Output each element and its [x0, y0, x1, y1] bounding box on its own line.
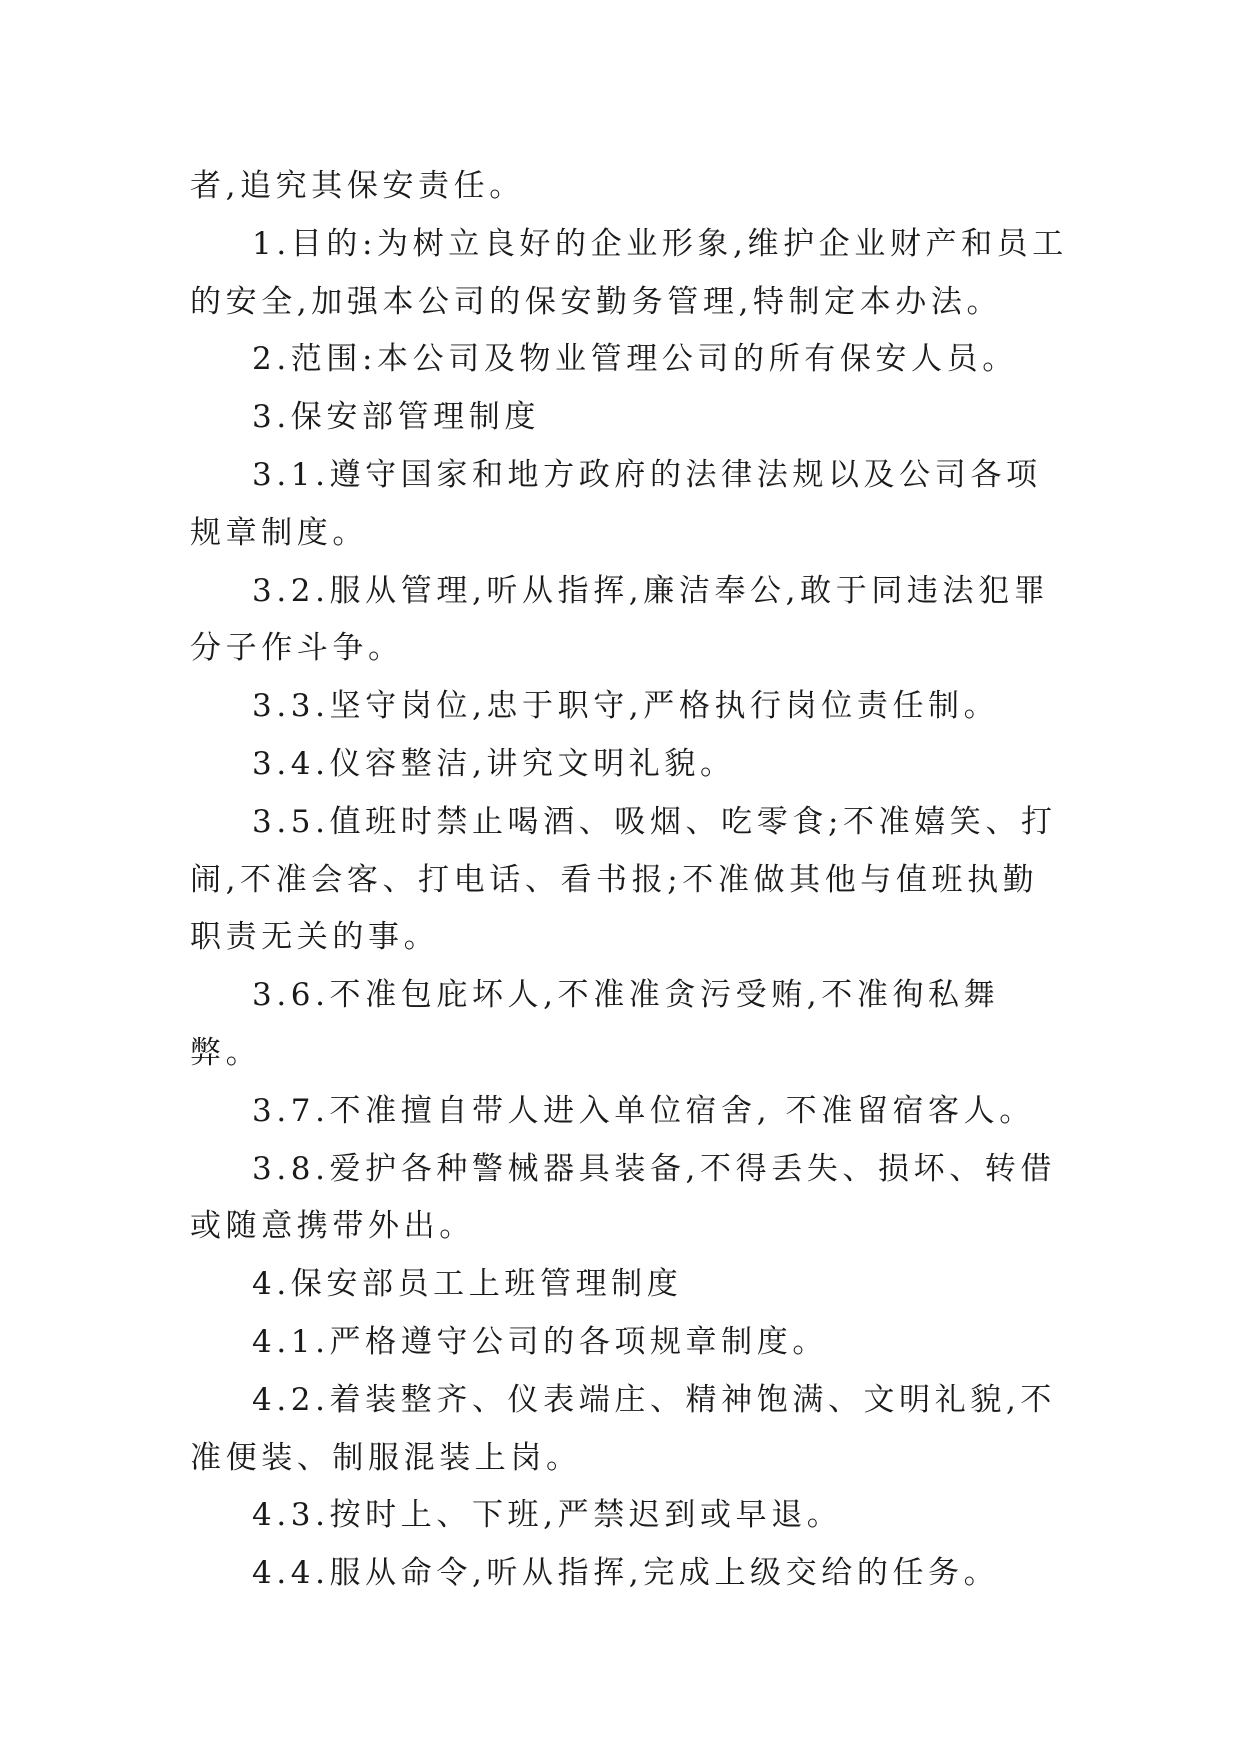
clause-3-4: 3.4.仪容整洁,讲究文明礼貌。: [252, 745, 736, 782]
clause-4-1: 4.1.严格遵守公司的各项规章制度。: [252, 1323, 828, 1360]
clause-3-3: 3.3.坚守岗位,忠于职守,严格执行岗位责任制。: [252, 688, 1000, 725]
section-heading-staff-duty-rules: 4.保安部员工上班管理制度: [252, 1266, 683, 1303]
clause-3-8: 3.8.爱护各种警械器具装备,不得丢失、损坏、转借或随意携带外出。: [190, 1150, 1057, 1245]
document-body: [190, 158, 1070, 1603]
section-heading-security-dept-rules: 3.保安部管理制度: [252, 399, 540, 436]
clause-3-7: 3.7.不准擅自带人进入单位宿舍, 不准留宿客人。: [252, 1092, 1035, 1129]
paragraph-purpose: 1.目的:为树立良好的企业形象,维护企业财产和员工的安全,加强本公司的保安勤务管理,特制定本办法。: [190, 225, 1068, 320]
clause-3-6: 3.6.不准包庇坏人,不准准贪污受贿,不准徇私舞弊。: [190, 977, 1000, 1071]
clause-4-3: 4.3.按时上、下班,严禁迟到或早退。: [252, 1497, 843, 1534]
paragraph-scope: 2.范围:本公司及物业管理公司的所有保安人员。: [252, 341, 1018, 378]
clause-3-5: 3.5.值班时禁止喝酒、吸烟、吃零食;不准嬉笑、打闹,不准会客、打电话、看书报;不准做其他与值班执勤职责无关的事。: [190, 803, 1057, 956]
paragraph-continuation: 者,追究其保安责任。: [190, 168, 525, 204]
clause-3-1: 3.1.遵守国家和地方政府的法律法规以及公司各项规章制度。: [190, 456, 1042, 551]
clause-4-2: 4.2.着装整齐、仪表端庄、精神饱满、文明礼貌,不准便装、制服混装上岗。: [190, 1381, 1057, 1476]
clause-4-4: 4.4.服从命令,听从指挥,完成上级交给的任务。: [252, 1555, 1000, 1592]
clause-3-2: 3.2.服从管理,听从指挥,廉洁奉公,敢于同违法犯罪分子作斗争。: [190, 572, 1050, 667]
